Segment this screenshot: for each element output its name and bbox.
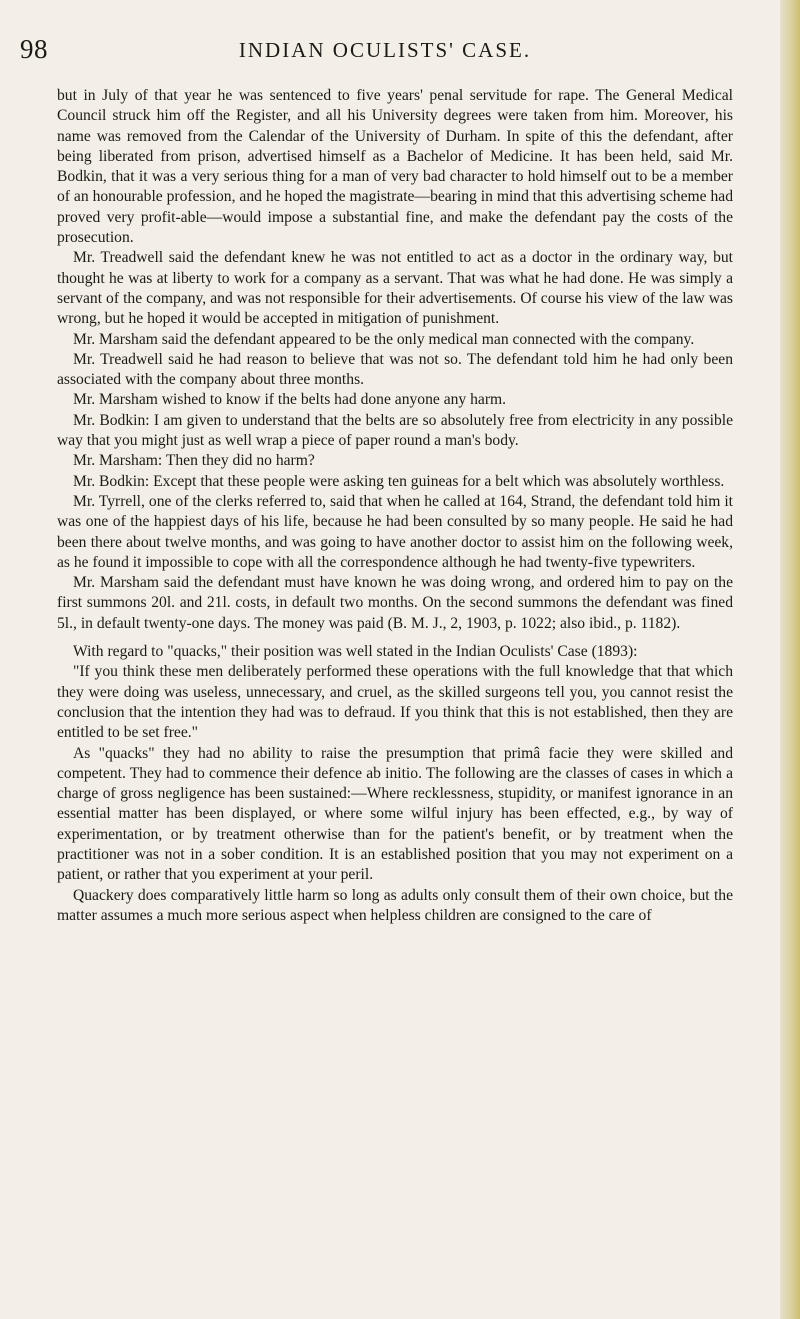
paragraph: As "quacks" they had no ability to raise the presumption that primâ facie they were skilled and competent. They had to commence their defence ab initio. The following are the classes of cases in which a charge of gross negligence has been sustained:—Where recklessness, stupidity, or manifest ignorance in an essential matter has been displayed, or where some wilful injury has been effected, e.g., by way of experimentation, or by treatment otherwise than for the patient's benefit, or by treatment when the practitioner was not in a sober condition. It is an established position that you may not experiment on a patient, or rather that you experiment at your peril.: [57, 744, 733, 884]
paragraph: With regard to "quacks," their position was well stated in the Indian Oculists' Case (1893):: [73, 643, 638, 661]
paragraph: Mr. Tyrrell, one of the clerks referred to, said that when he called at 164, Strand, the defendant told him it was one of the happiest days of his life, because he had been consulted by so many people. He said he had been there about twelve months, and was going to have another doctor to assist him on the following week, as he found it impossible to cope with all the correspondence although he had twenty-five typewriters.: [57, 492, 733, 571]
page-header: [20, 34, 750, 70]
page-number: 98: [20, 34, 48, 64]
paragraph: Mr. Bodkin: I am given to understand that the belts are so absolutely free from electricity in any possible way that you might just as well wrap a piece of paper round a man's body.: [57, 411, 733, 450]
page-edge: [780, 0, 800, 1319]
paragraph: Mr. Treadwell said he had reason to believe that was not so. The defendant told him he had only been associated with the company about three months.: [57, 350, 733, 389]
quoted-paragraph: "If you think these men deliberately performed these operations with the full knowledge that that which they were doing was useless, unnecessary, and cruel, as the skilled surgeons tell you, you cannot resist the conclusion that the intention they had was to defraud. If you think that this is not established, then they are entitled to be set free.": [57, 663, 733, 742]
paragraph: Mr. Bodkin: Except that these people were asking ten guineas for a belt which was absolutely worthless.: [73, 472, 725, 490]
paragraph: Mr. Marsham: Then they did no harm?: [73, 452, 315, 470]
running-head: INDIAN OCULISTS' CASE.: [238, 38, 532, 62]
paragraph: Mr. Marsham said the defendant must have known he was doing wrong, and ordered him to pay on the first summons 20l. and 21l. costs, in default two months. On the second summons the defendant was fined 5l., in default twenty-one days. The money was paid (B. M. J., 2, 1903, p. 1022; also ibid., p. 1182).: [57, 574, 733, 632]
paragraph: Mr. Marsham wished to know if the belts had done anyone any harm.: [73, 391, 507, 409]
paragraph: Mr. Treadwell said the defendant knew he was not entitled to act as a doctor in the ordinary way, but thought he was at liberty to work for a company as a servant. That was what he had done. He was simply a servant of the company, and was not responsible for their advertisements. Of course his view of the law was wrong, but he hoped it would be accepted in mitigation of punishment.: [57, 249, 733, 328]
body-text: [57, 86, 733, 926]
paragraph: but in July of that year he was sentenced to five years' penal servitude for rape. The General Medical Council struck him off the Register, and all his University degrees were taken from him. Moreover, his name was removed from the Calendar of the University of Durham. In spite of this the defendant, after being liberated from prison, advertised himself as a Bachelor of Medicine. It has been held, said Mr. Bodkin, that it was a very serious thing for a man of very bad character to hold himself out to be a member of an honourable profession, and he hoped the magistrate—bearing in mind that this advertising scheme had proved very profit-able—would impose a substantial fine, and make the defendant pay the costs of the prosecution.: [57, 87, 733, 247]
paragraph: Quackery does comparatively little harm so long as adults only consult them of their own choice, but the matter assumes a much more serious aspect when helpless children are consigned to the care of: [57, 886, 733, 924]
paragraph: Mr. Marsham said the defendant appeared to be the only medical man connected with the company.: [73, 330, 695, 348]
